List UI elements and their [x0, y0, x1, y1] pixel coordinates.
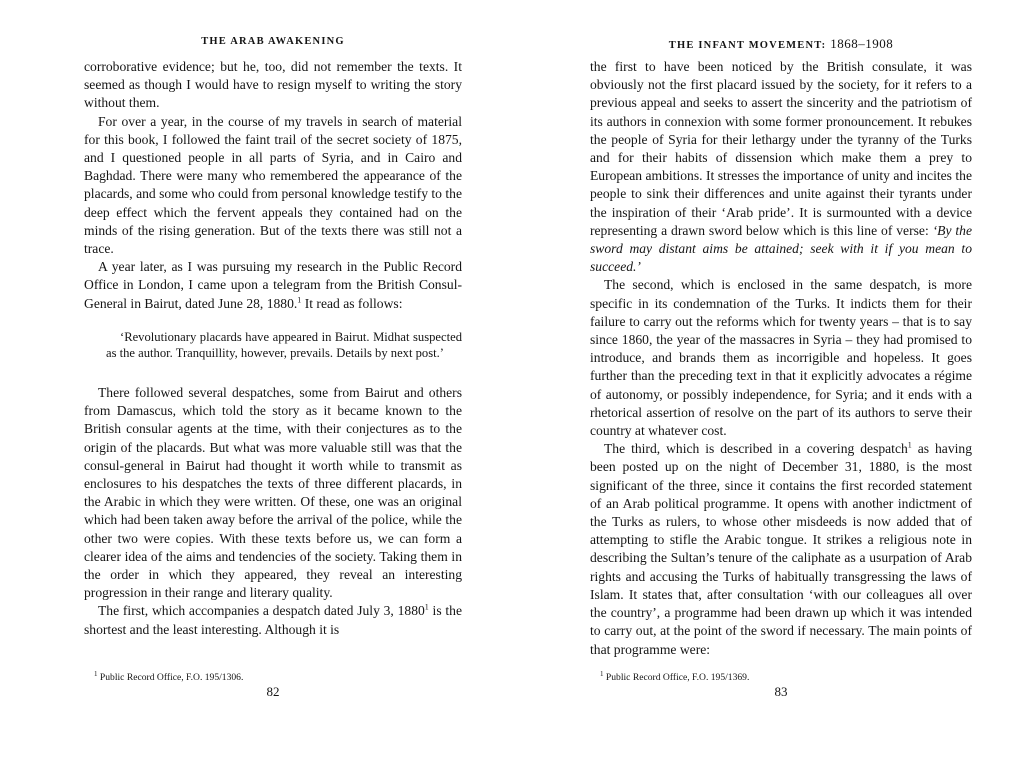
paragraph-text: is the shortest and the least interesting. Although it is	[84, 603, 462, 637]
footnote-marker: 1	[297, 295, 302, 305]
paragraph-text: It	[304, 295, 314, 311]
telegram-quote	[106, 329, 462, 362]
running-head: THE ARAB AWAKENING	[201, 36, 345, 47]
quote-text: ‘Revolutionary placards have appeared in Bairut. Midhat suspected as the author. Tranquillity, however, prevails. Details by next post.’	[106, 329, 462, 361]
footnote-text: Public Record Office, F.O. 195/1369.	[605, 672, 750, 684]
paragraph-text: the first to have been noticed by the British consulate, it was obviously not the first placard issued by the society, for it refers to a previous appeal and seeks to assert the sincerity and the patriotism of its authors in connexion with some former pronouncement. It rebukes the people of Syria for their lethargy under the tyranny of the Turks and for their habits of dissension which make them a prey to European ambitions. It stresses the importance of unity and incites the people to sink their differences and unite against their tyrants under the inspiration of their ‘Arab pride’. It is surmounted with a device representing a drawn sword below which is this line of verse:	[590, 59, 972, 238]
paragraph: corroborative evidence; but he, too, did not remember the texts. It seemed as though I would have to resign myself to writing the story without them.	[84, 59, 462, 111]
paragraph	[84, 258, 462, 313]
paragraph-text: The first, which accompanies a despatch dated July 3,	[98, 603, 394, 619]
footnote-marker: 1	[424, 602, 429, 612]
running-head-title: THE INFANT MOVEMENT:	[668, 40, 827, 51]
paragraph-text: as having been posted up on the night of December 31, 1880, is the most significant of the three, since it contains the first recorded statement of an Arab political programme. It opens with another indictment of the Turks as rulers, to whose other misdeeds is now added that of attempting to stifle the Arabic tongue. It strikes a religious note in describing the Sultan’s tenure of the caliphate as a usurpation of Arab rights and accusing the Turks of habitually transgressing the laws of Islam. It states that, after consultation ‘with our colleagues all over the country’, a programme had been drawn up which it was intended to carry out, at the point of the sword if necessary. The main points of that programme were:	[590, 441, 972, 657]
paragraph-text: 1880	[397, 603, 425, 619]
footnote	[84, 668, 462, 684]
page-number: 82	[266, 684, 280, 699]
footnote-number: 1	[94, 670, 98, 678]
paragraph	[84, 602, 462, 638]
paragraph	[590, 58, 972, 276]
paragraph: There followed several despatches, some from Bairut and others from Damascus, which told the story as it became known to the British consular agents at the time, with their conjectures as to the origin of the placards. But what was more valuable still was that the consul-general in Bairut had thought it worth while to transmit as enclosures to his despatches the texts of three different placards, in the Arabic in which they were written. Of these, one was an original which had been taken away before the arrival of the police, while the other two were copies. With these texts before us, we can form a clearer idea of the aims and tendencies of the society. Taking them in the order in which they appeared, they reveal an interesting progression in their range and literary quality.	[84, 385, 462, 601]
verse-line: ‘By the sword may distant aims be attained; seek with it if you mean to succeed.’	[590, 222, 972, 275]
paragraph	[590, 440, 972, 658]
paragraph-text: read as follows:	[316, 295, 403, 311]
paragraph: The second, which is enclosed in the same despatch, is more specific in its condemnation of the Turks. It indicts them for their failure to carry out the reforms which for twenty years – that is to say since 1860, the year of the massacres in Syria – they had promised to introduce, and brands them as incorrigible and hopeless. It goes further than the preceding text in that it explicitly advocates a régime of autonomy, or possibly independence, for Syria; and it ends with a rhetorical assertion of resolve on the part of its authors to serve their country at whatever cost.	[590, 277, 972, 439]
page-number: 83	[774, 684, 788, 699]
footnote-marker: 1	[907, 440, 912, 450]
footnote-text: Public Record Office, F.O. 195/1306.	[99, 672, 244, 684]
running-head-years: 1868–1908	[830, 36, 894, 51]
paragraph: For over a year, in the course of my travels in search of material for this book, I followed the faint trail of the secret society of 1875, and I questioned people in all parts of Syria, and in Cairo and Baghdad. There were many who remembered the appearance of the placards, and some who could from personal knowledge testify to the deep effect which the fervent appeals they contained had on the minds of the rising generation. But of the texts there was still not a trace.	[84, 113, 462, 257]
paragraph-text: The third, which is described in a covering despatch	[604, 441, 908, 457]
footnote	[590, 668, 972, 684]
footnote-number: 1	[600, 670, 604, 678]
page-body	[590, 58, 972, 659]
running-head	[590, 36, 972, 52]
paragraph-text: A year later, as I was pursuing my research in the Public Record Office in London, I came upon a telegram from the British Consul-General in Bairut, dated June 28, 1880.	[84, 259, 462, 311]
page-body	[84, 58, 462, 639]
